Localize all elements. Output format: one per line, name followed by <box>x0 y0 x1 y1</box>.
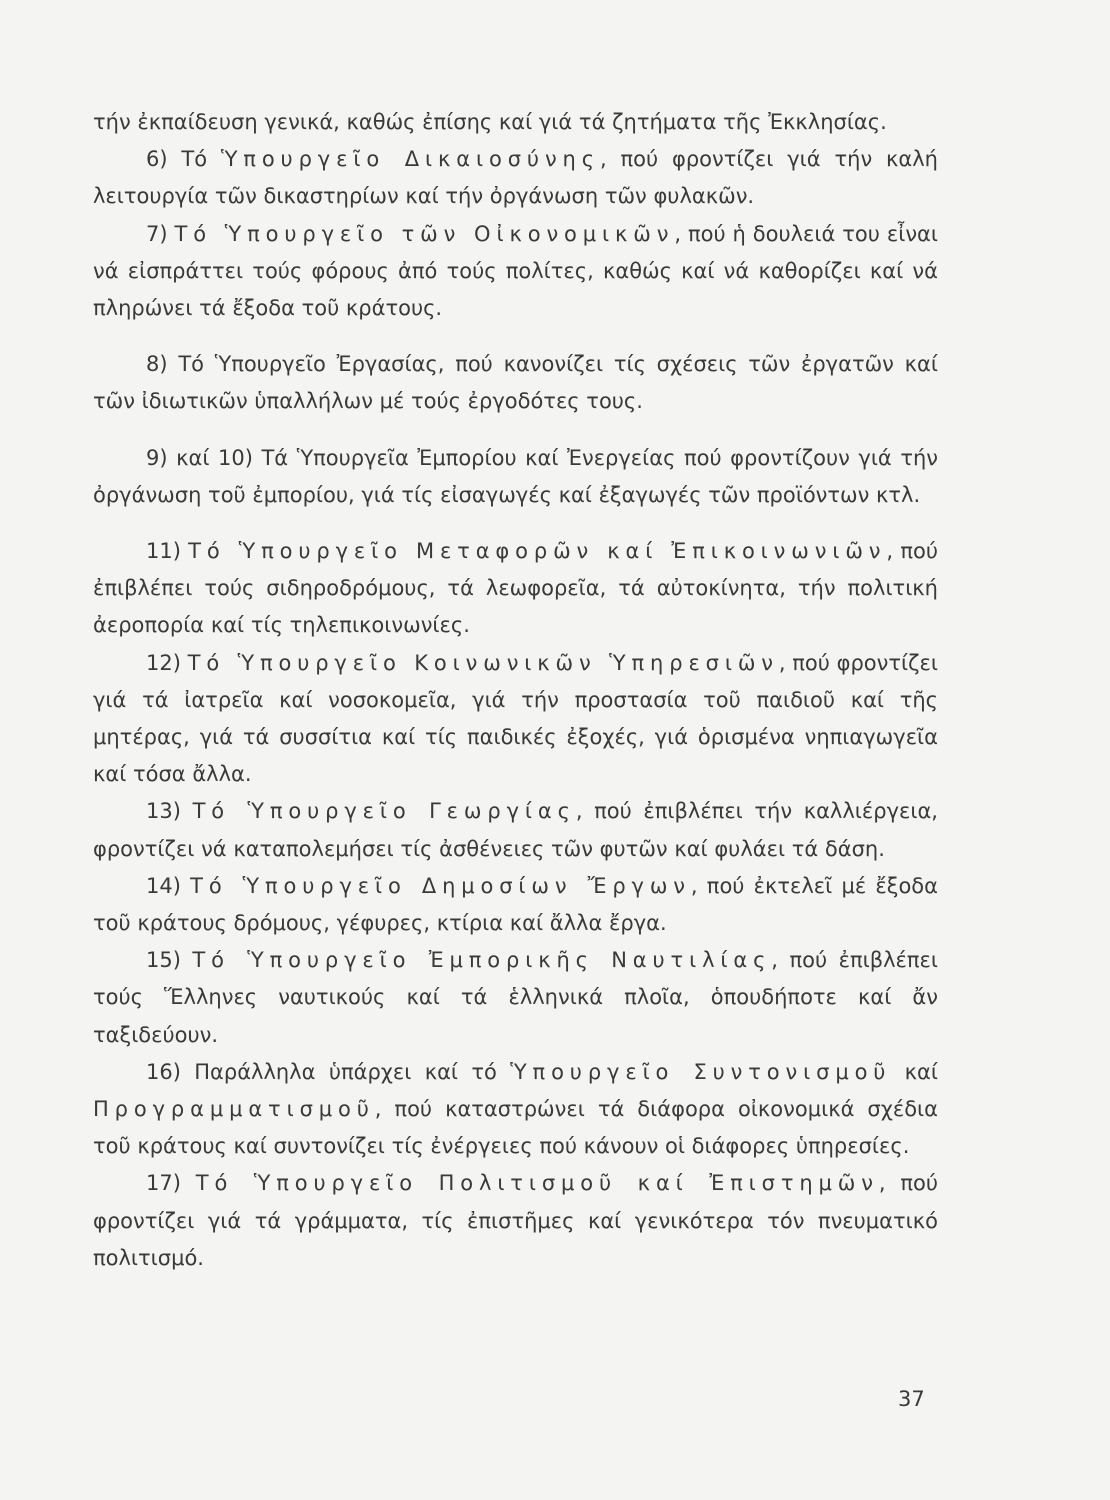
paragraph-9-10: 9) καί 10) Τά Ὑπουργεῖα Ἐμπορίου καί Ἐνεργείας πού φροντίζουν γιά τήν ὀργάνωση τοῦ ἐμπορίου, γιά τίς εἰσαγωγές καί ἐξαγωγές τῶν προϊόντων κτλ. <box>93 445 938 507</box>
paragraph-15: 15) Τό Ὑπουργεῖο Ἐμπορικῆς Ναυτιλίας, πού ἐπιβλέπει τούς Ἕλληνες ναυτικούς καί τά ἑλληνικά πλοῖα, ὁπουδήποτε καί ἄν ταξιδεύουν. <box>93 948 938 1047</box>
paragraph-11: 11) Τό Ὑπουργεῖο Μεταφορῶν καί Ἐπικοινωνιῶν, πού ἐπιβλέπει τούς σιδηροδρόμους, τά λεωφορεῖα, τά αὐτοκίνητα, τήν πολιτική ἀεροπορία καί τίς τηλεπικοινωνίες. <box>93 539 938 638</box>
ministry-name: Τό Ὑπουργεῖο Πολιτισμοῦ καί Ἐπιστημῶν <box>195 1171 879 1196</box>
ministry-name: Ὑπουργεῖα Ἐμπορίου καί Ἐνεργείας <box>296 445 676 470</box>
paragraph-14: 14) Τό Ὑπουργεῖο Δημοσίων Ἔργων, πού ἐκτελεῖ μέ ἔξοδα τοῦ κράτους δρόμους, γέφυρες, κτίρια καί ἄλλα ἔργα. <box>93 873 938 936</box>
paragraph-13: 13) Τό Ὑπουργεῖο Γεωργίας, πού ἐπιβλέπει τήν καλλιέργεια, φροντίζει νά καταπολεμήσει τίς ἀσθένειες τῶν φυτῶν καί φυλάει τά δάση. <box>93 799 938 861</box>
ministry-name: Τό Ὑπουργεῖο Μεταφορῶν καί Ἐπικοινωνιῶν <box>188 539 887 564</box>
body-text <box>93 104 938 1277</box>
ministry-name: Τό Ὑπουργεῖο Γεωργίας <box>192 799 576 824</box>
ministry-name: Τό Ὑπουργεῖο Κοινωνικῶν Ὑπηρεσιῶν <box>187 650 779 675</box>
ministry-name: Ὑπουργεῖο Συντονισμοῦ <box>510 1059 892 1084</box>
ministry-name: Προγραμματισμοῦ <box>93 1097 375 1122</box>
paragraph-16: 16) Παράλληλα ὑπάρχει καί τό Ὑπουργεῖο Συντονισμοῦ καί Προγραμματισμοῦ, πού καταστρώνει τά διάφορα οἰκονομικά σχέδια τοῦ κράτους καί συντονίζει τίς ἐνέργειες πού κάνουν οἱ διάφορες ὑπηρεσίες. <box>93 1059 938 1159</box>
ministry-name: Τό Ὑπουργεῖο τῶν Οἰκονομικῶν <box>174 221 675 246</box>
ministry-name: Τό Ὑπουργεῖο Δημοσίων Ἔργων <box>190 873 691 898</box>
page-number: 37 <box>898 1387 925 1411</box>
paragraph-7: 7) Τό Ὑπουργεῖο τῶν Οἰκονομικῶν, πού ἡ δουλειά του εἶναι νά εἰσπράττει τούς φόρους ἀπό τούς πολίτες, καθώς καί νά καθορίζει καί νά πληρώνει τά ἔξοδα τοῦ κράτους. <box>93 221 938 321</box>
paragraph-8: 8) Τό Ὑπουργεῖο Ἐργασίας, πού κανονίζει τίς σχέσεις τῶν ἐργατῶν καί τῶν ἰδιωτικῶν ὑπαλλήλων μέ τούς ἐργοδότες τους. <box>93 352 938 414</box>
ministry-name: Τό Ὑπουργεῖο Ἐμπορικῆς Ναυτιλίας <box>192 948 772 973</box>
ministry-name: Ὑπουργεῖο Δικαιοσύνης <box>220 147 600 172</box>
paragraph-17: 17) Τό Ὑπουργεῖο Πολιτισμοῦ καί Ἐπιστημῶν, πού φροντίζει γιά τά γράμματα, τίς ἐπιστῆμες καί γενικότερα τόν πνευματικό πολιτισμό. <box>93 1171 938 1270</box>
paragraph-12: 12) Τό Ὑπουργεῖο Κοινωνικῶν Ὑπηρεσιῶν, πού φροντίζει γιά τά ἰατρεῖα καί νοσοκομεῖα, γιά τήν προστασία τοῦ παιδιοῦ καί τῆς μητέρας, γιά τά συσσίτια καί τίς παιδικές ἐξοχές, γιά ὁρισμένα νηπιαγωγεῖα καί τόσα ἄλλα. <box>93 650 938 787</box>
ministry-name: Τό Ὑπουργεῖο Ἐργασίας <box>178 352 438 377</box>
paragraph-intro: τήν ἐκπαίδευση γενικά, καθώς ἐπίσης καί γιά τά ζητήματα τῆς Ἐκκλησίας. <box>93 110 887 134</box>
paragraph-6: 6) Τό Ὑπουργεῖο Δικαιοσύνης, πού φροντίζει γιά τήν καλή λειτουργία τῶν δικαστηρίων καί τήν ὀργάνωση τῶν φυλακῶν. <box>93 147 938 209</box>
